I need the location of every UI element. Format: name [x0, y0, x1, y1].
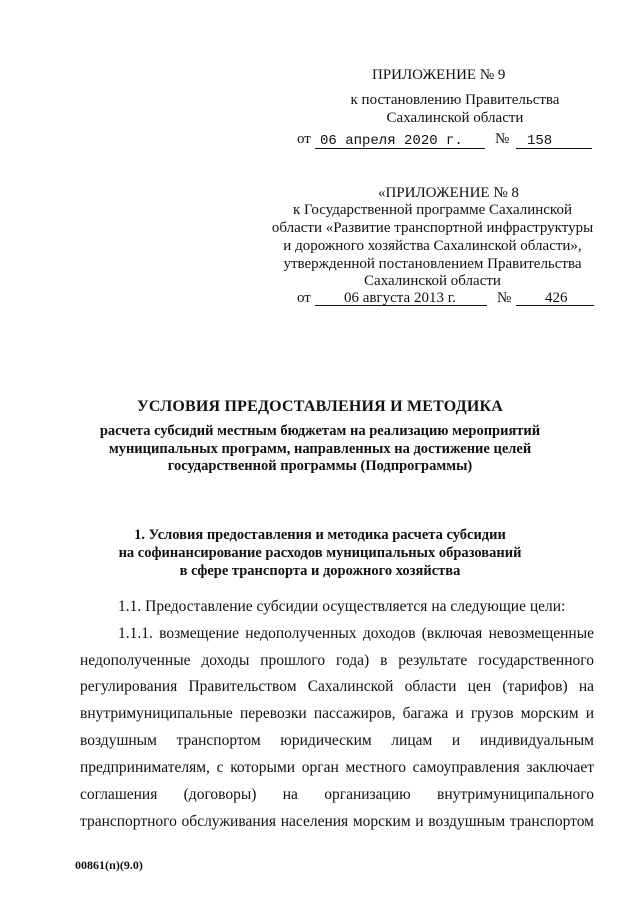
section-1-heading-line: в сфере транспорта и дорожного хозяйства — [179, 563, 461, 579]
main-subtitle-line: расчета субсидий местным бюджетам на реализацию мероприятий — [99, 423, 541, 439]
main-title: УСЛОВИЯ ПРЕДОСТАВЛЕНИЯ И МЕТОДИКА — [136, 398, 504, 415]
main-subtitle-line: муниципальных программ, направленных на достижение целей — [108, 441, 532, 457]
appendix-8-date-prefix: от — [297, 290, 311, 306]
appendix-9-number-prefix: № — [495, 131, 510, 147]
paragraph-line: транспортного обслуживания населения морским и воздушным транспортом — [80, 813, 594, 830]
appendix-8-line: области «Развитие транспортной инфраструктуры — [271, 220, 594, 236]
appendix-8-date-value: 06 августа 2013 г. — [344, 290, 456, 306]
appendix-9-line2: Сахалинской области — [386, 110, 524, 126]
appendix-8-line: утвержденной постановлением Правительства — [283, 256, 582, 272]
paragraph-line: регулирования Правительством Сахалинской области цен (тарифов) на — [80, 678, 594, 695]
paragraph-line: недополученные доходы прошлого года) в результате государственного — [80, 652, 594, 669]
paragraph-line: 1.1.1. возмещение недополученных доходов (включая невозмещенные — [118, 625, 594, 642]
appendix-8-number-prefix: № — [497, 290, 512, 306]
section-1-heading-line: на софинансирование расходов муниципальных образований — [118, 545, 522, 561]
paragraph-line: воздушным транспортом юридическим лицам и индивидуальным — [80, 732, 594, 749]
paragraph-line: внутримуниципальные перевозки пассажиров, багажа и грузов морским и — [80, 705, 594, 722]
appendix-9-title: ПРИЛОЖЕНИЕ № 9 — [372, 67, 506, 83]
appendix-9-date-value: 06 апреля 2020 г. — [320, 133, 463, 149]
paragraph-line: предпринимателям, с которыми орган местного самоуправления заключает — [80, 759, 594, 776]
appendix-8-number-value: 426 — [545, 290, 568, 306]
section-1-heading-line: 1. Условия предоставления и методика расчета субсидии — [134, 527, 506, 543]
appendix-9-date-prefix: от — [297, 131, 311, 147]
main-subtitle-line: государственной программы (Подпрограммы) — [167, 458, 473, 474]
appendix-8-title: «ПРИЛОЖЕНИЕ № 8 — [378, 185, 519, 201]
appendix-9-line1: к постановлению Правительства — [350, 92, 560, 108]
appendix-9-number-value: 158 — [527, 133, 553, 149]
appendix-8-line: к Государственной программе Сахалинской — [292, 202, 572, 218]
document-code: 00861(п)(9.0) — [75, 858, 143, 872]
paragraph-line: соглашения (договоры) на организацию внутримуниципального — [80, 786, 594, 803]
paragraph-1-1: 1.1. Предоставление субсидии осуществляется на следующие цели: — [118, 598, 566, 615]
appendix-8-line: Сахалинской области — [364, 273, 501, 289]
appendix-8-line: и дорожного хозяйства Сахалинской области», — [283, 238, 582, 254]
